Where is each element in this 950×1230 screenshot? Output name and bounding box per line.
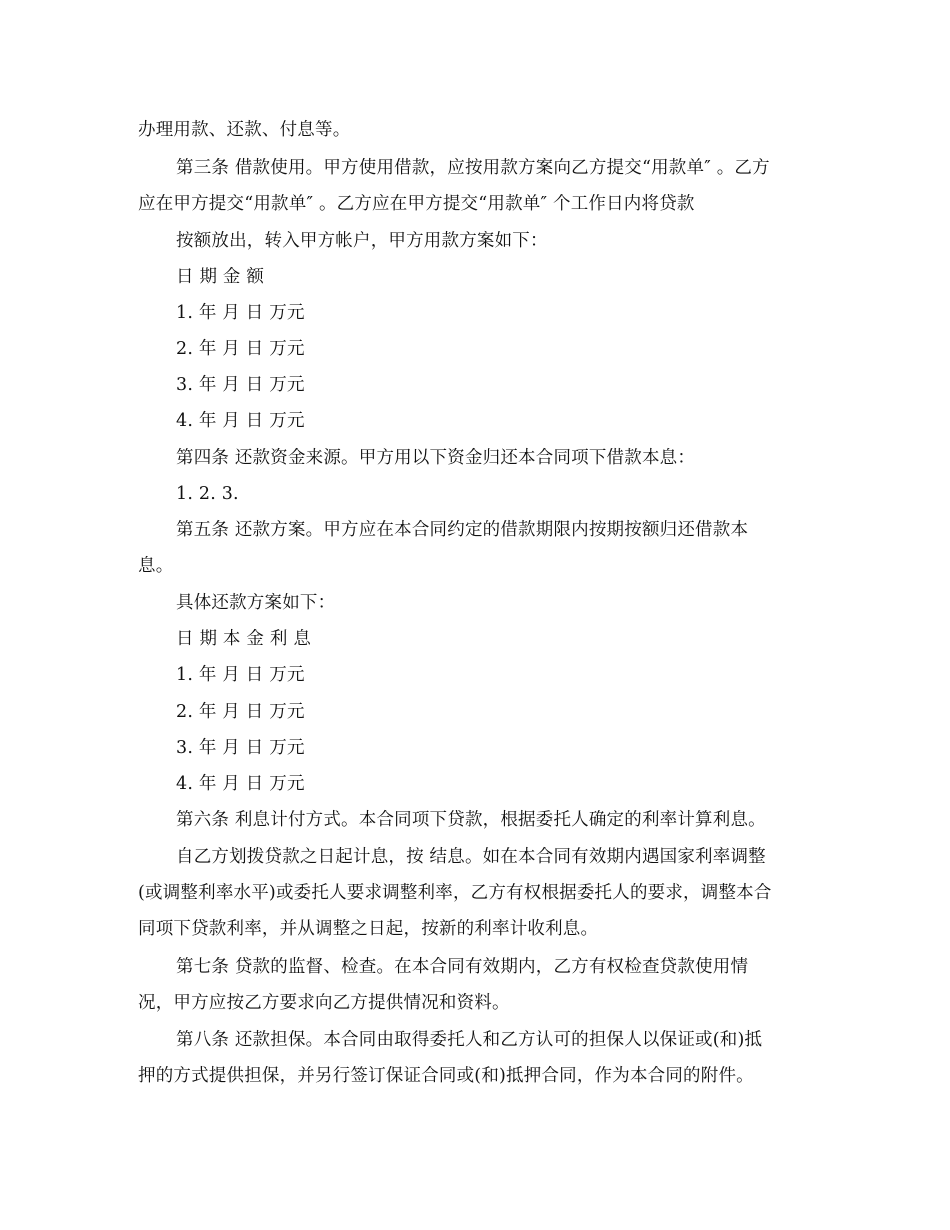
text-line: 押的方式提供担保，并另行签订保证合同或(和)抵押合同，作为本合同的附件。 [138, 1066, 754, 1086]
text-line: 应在甲方提交“用款单″ 。乙方应在甲方提交“用款单″ 个工作日内将贷款 [138, 194, 695, 214]
text-line: 具体还款方案如下： [176, 593, 336, 613]
text-line: 2. 年 月 日 万元 [176, 339, 305, 359]
text-line: 3. 年 月 日 万元 [176, 375, 305, 395]
text-line: 第三条 借款使用。甲方使用借款，应按用款方案向乙方提交“用款单″ 。乙方 [176, 158, 770, 178]
text-line: 自乙方划拨贷款之日起计息，按 结息。如在本合同有效期内遇国家利率调整 [176, 847, 766, 867]
text-line: 日 期 金 额 [176, 267, 265, 287]
text-line: 第四条 还款资金来源。甲方用以下资金归还本合同项下借款本息： [176, 448, 696, 468]
text-line: 同项下贷款利率，并从调整之日起，按新的利率计收利息。 [138, 919, 599, 939]
text-line: (或调整利率水平)或委托人要求调整利率，乙方有权根据委托人的要求，调整本合 [138, 883, 772, 903]
text-line: 第六条 利息计付方式。本合同项下贷款，根据委托人确定的利率计算利息。 [176, 810, 766, 830]
text-line: 3. 年 月 日 万元 [176, 738, 305, 758]
text-line: 第五条 还款方案。甲方应在本合同约定的借款期限内按期按额归还借款本 [176, 520, 749, 540]
text-line: 1. 2. 3. [176, 484, 239, 504]
text-line: 第八条 还款担保。本合同由取得委托人和乙方认可的担保人以保证或(和)抵 [176, 1030, 763, 1050]
text-line: 办理用款、还款、付息等。 [138, 120, 351, 140]
text-line: 况，甲方应按乙方要求向乙方提供情况和资料。 [138, 993, 510, 1013]
text-line: 4. 年 月 日 万元 [176, 774, 305, 794]
text-line: 1. 年 月 日 万元 [176, 303, 305, 323]
text-line: 1. 年 月 日 万元 [176, 665, 305, 685]
text-line: 按额放出，转入甲方帐户，甲方用款方案如下： [176, 231, 548, 251]
text-line: 第七条 贷款的监督、检查。在本合同有效期内，乙方有权检查贷款使用情 [176, 957, 749, 977]
text-line: 息。 [138, 556, 174, 576]
text-line: 日 期 本 金 利 息 [176, 629, 312, 649]
text-line: 2. 年 月 日 万元 [176, 702, 305, 722]
text-line: 4. 年 月 日 万元 [176, 411, 305, 431]
